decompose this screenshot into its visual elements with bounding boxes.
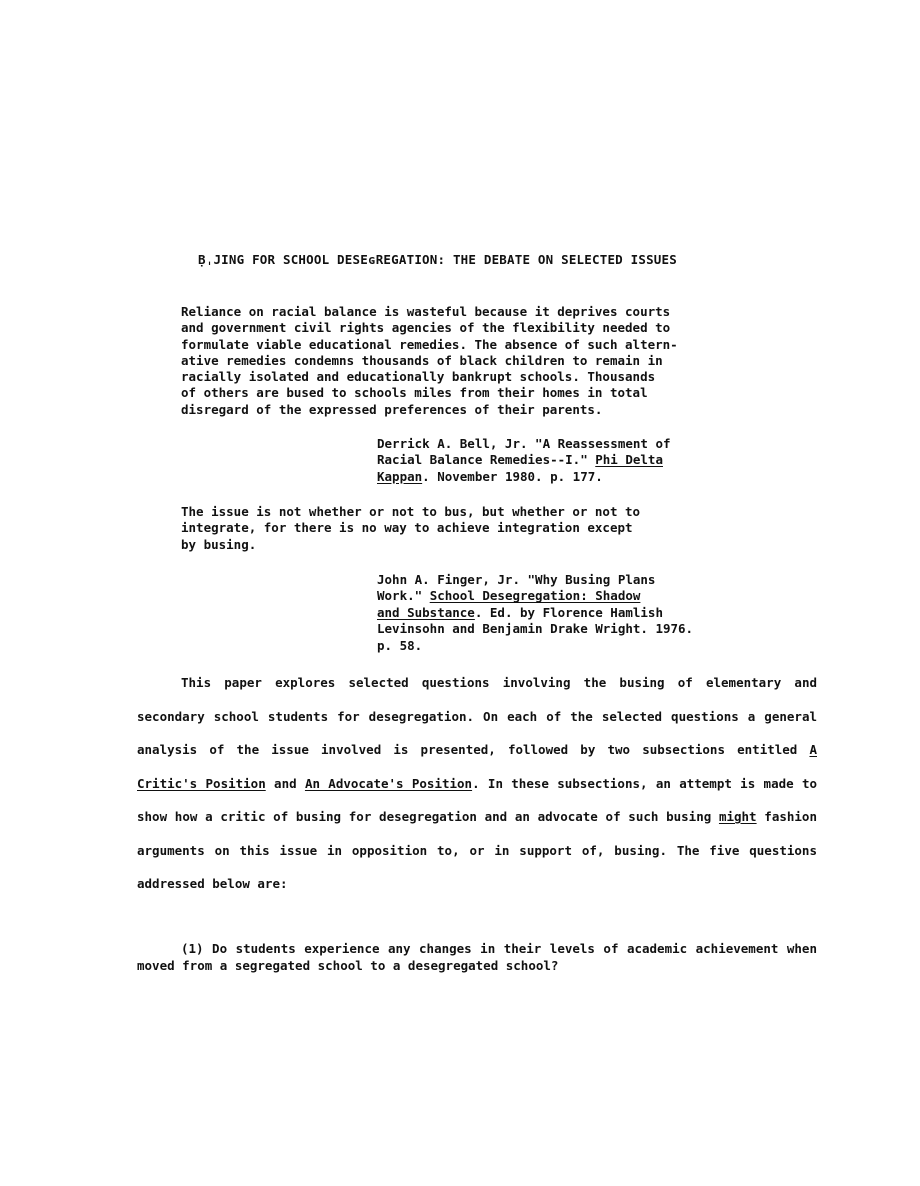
citation-line <box>377 605 777 621</box>
question-1: (1) Do students experience any changes in their levels of academic achievement when moved from a segregated school to a desegregated school? <box>137 941 817 973</box>
section-reference: An Advocate's Position <box>304 775 473 791</box>
intro-paragraph <box>137 666 817 901</box>
section-reference: A Critic's Position <box>137 742 817 791</box>
body-text: and <box>265 775 305 791</box>
quote-line: disregard of the expressed preferences of their parents. <box>181 401 603 417</box>
journal-title: Phi Delta <box>595 452 663 468</box>
citation-line: John A. Finger, Jr. "Why Busing Plans <box>377 572 656 587</box>
epigraph-quote-bell <box>181 304 781 418</box>
quote-line: The issue is not whether or not to bus, but whether or not to <box>181 504 641 519</box>
citation-line: Derrick A. Bell, Jr. "A Reassessment of <box>377 436 671 451</box>
citation-line: Levinsohn and Benjamin Drake Wright. 1976. <box>377 621 694 637</box>
citation-text: Racial Balance Remedies--I." <box>377 452 596 468</box>
quote-line: and government civil rights agencies of the flexibility needed to <box>181 320 671 336</box>
journal-title: Kappan <box>377 468 423 484</box>
quote-line: of others are bused to schools miles from their homes in total <box>181 385 648 401</box>
quote-line: formulate viable educational remedies. The absence of such altern- <box>181 336 678 352</box>
quote-line: racially isolated and educationally bankrupt schools. Thousands <box>181 369 656 385</box>
citation-line <box>377 469 777 485</box>
document-title: ḄˌJING FOR SCHOOL DESEɢREGATION: THE DEBATE ON SELECTED ISSUES <box>198 252 677 267</box>
quote-line: by busing. <box>181 536 257 552</box>
citation-line <box>377 588 777 604</box>
book-title: and Substance <box>377 604 475 620</box>
citation-bell <box>377 436 777 485</box>
citation-finger <box>377 572 777 654</box>
emphasis-text: might <box>718 809 757 824</box>
citation-text: . Ed. by Florence Hamlish <box>474 604 663 620</box>
citation-text: Work." <box>377 588 430 604</box>
citation-line: p. 58. <box>377 637 423 653</box>
citation-text: . November 1980. p. 177. <box>422 468 603 484</box>
body-text: . In these subsections, an attempt is made to show how a critic of busing for desegregation and an advocate of such busing <box>137 775 818 824</box>
book-title: School Desegregation: Shadow <box>429 588 641 604</box>
quote-line: Reliance on racial balance is wasteful because it deprives courts <box>181 304 671 319</box>
epigraph-quote-finger <box>181 504 781 553</box>
body-text: This paper explores selected questions involving the busing of elementary and secondary school students for desegregation. On each of the selected questions a general analysis of the issue involved is presented, followed by two subsections entitled <box>137 675 817 757</box>
body-text: fashion arguments on this issue in opposition to, or in support of, busing. The five questions addressed below are: <box>137 809 817 891</box>
quote-line: ative remedies condemns thousands of black children to remain in <box>181 352 663 368</box>
citation-line <box>377 452 777 468</box>
quote-line: integrate, for there is no way to achieve integration except <box>181 520 633 536</box>
